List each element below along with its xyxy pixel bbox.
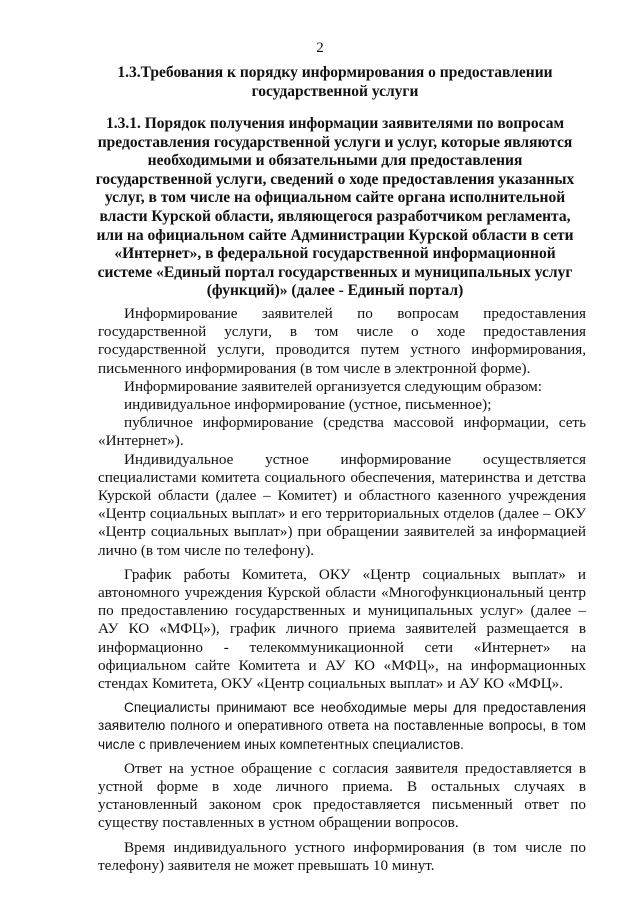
document-body	[98, 305, 586, 875]
paragraph-individual-informing: индивидуальное информирование (устное, письменное);	[124, 396, 492, 414]
paragraph-informing-overview: Информирование заявителей по вопросам предоставления государственной услуги, в том числе о ходе предоставления государственной услуги, проводится путем устного информирования, письменного информирования (в том числе в электронной форме).	[98, 305, 586, 377]
paragraph-specialists-measures: Специалисты принимают все необходимые меры для предоставления заявителю полного и оперативного ответа на поставленные вопросы, в том числе с привлечением иных компетентных специалистов.	[98, 700, 586, 752]
paragraph-individual-oral-informing: Индивидуальное устное информирование осуществляется специалистами комитета социального обеспечения, материнства и детства Курской области (далее – Комитет) и областного казенного учреждения «Центр социальных выплат» и его территориальных отделов (далее – ОКУ «Центр социальных выплат») при обращении заявителей за информацией лично (в том числе по телефону).	[98, 450, 586, 559]
subsection-title: 1.3.1. Порядок получения информации заявителями по вопросам предоставления государственной услуги и услуг, которые являются необходимыми и обязательными для предоставления государственной услуги, сведений о ходе предоставления указанных услуг, в том числе на официальном сайте органа исполнительной власти Курской области, являющегося разработчиком регламента, или на официальном сайте Администрации Курской области в сети «Интернет», в федеральной государственной информационной системе «Единый портал государственных и муниципальных услуг (функций)» (далее - Единый портал)	[95, 115, 575, 300]
section-title: 1.3.Требования к порядку информирования о предоставлении государственной услуги	[117, 64, 553, 100]
paragraph-public-informing: публичное информирование (средства массовой информации, сеть «Интернет»).	[98, 414, 586, 450]
paragraph-oral-request-answer: Ответ на устное обращение с согласия заявителя предоставляется в устной форме в ходе личного приема. В остальных случаях в установленный законом срок предоставляется письменный ответ по существу поставленных в устном обращении вопросов.	[98, 759, 586, 832]
paragraph-work-schedule: График работы Комитета, ОКУ «Центр социальных выплат» и автономного учреждения Курской области «Многофункциональный центр по предоставлению государственных и муниципальных услуг» (далее – АУ КО «МФЦ»), график личного приема заявителей размещается в информационно - телекоммуникационной сети «Интернет» на официальном сайте Комитета и АУ КО «МФЦ», на информационных стендах Комитета, ОКУ «Центр социальных выплат» и АУ КО «МФЦ».	[98, 565, 586, 693]
paragraph-informing-time-limit: Время индивидуального устного информирования (в том числе по телефону) заявителя не может превышать 10 минут.	[98, 838, 586, 874]
page-number: 2	[316, 40, 324, 56]
paragraph-informing-organization: Информирование заявителей организуется следующим образом:	[124, 377, 543, 395]
